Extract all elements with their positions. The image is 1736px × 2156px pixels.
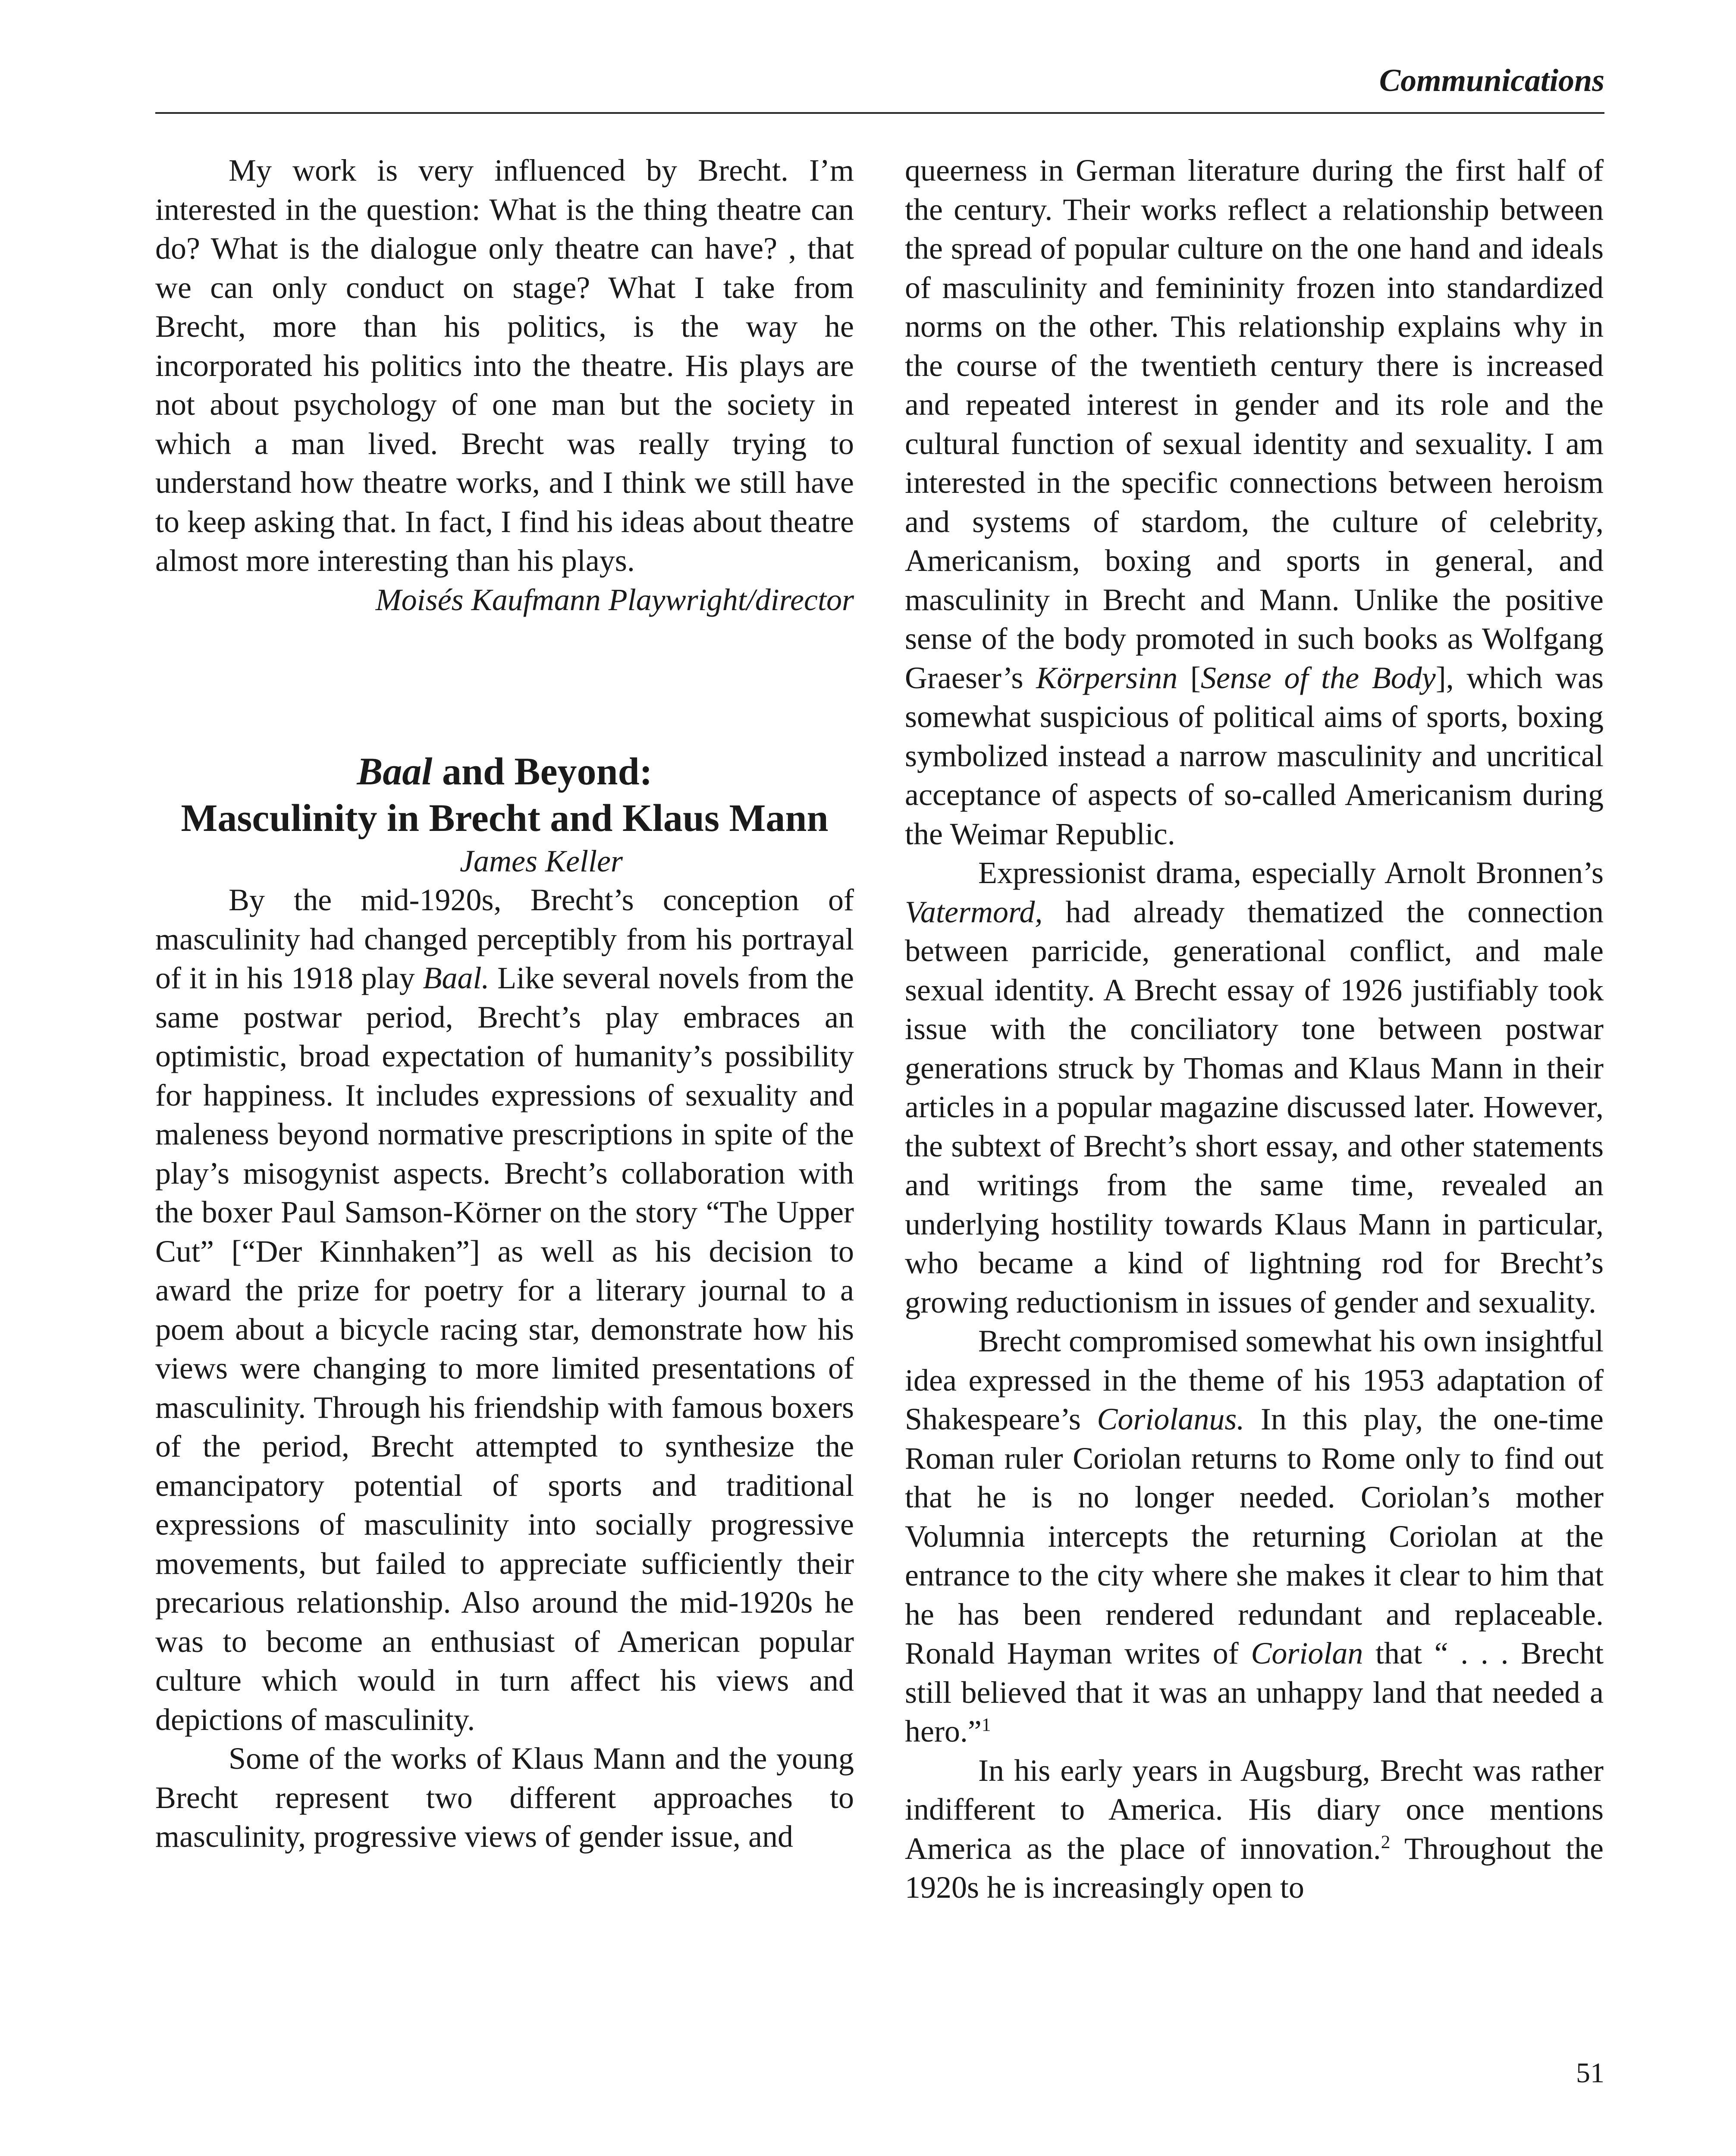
p5-text-b: In this play, the one-time Roman ruler Coriolan returns to Rome only to find out that he is no longer needed. Coriolan’s mother Volumnia intercepts the returning Coriolan at the entrance to the city where she makes it clear to him that he has been rendered redundant and replaceable. Ronald Hayman writes of [905, 1402, 1604, 1670]
p4-text-a: Expressionist drama, especially Arnolt Bronnen’s [978, 856, 1604, 890]
p5-text-a: Brecht compromised somewhat his own insightful idea expressed in the theme of his 1953 adaptation of Shakespeare’s [905, 1324, 1604, 1436]
p3-text-c: ], which was somewhat suspicious of political aims of sports, boxing symbolized instead a narrow masculinity and uncritical acceptance of aspects of so-called Americanism during the Weimar Republic. [905, 660, 1604, 851]
article-paragraph-3 [905, 151, 1604, 853]
p5-text-c: that “ . . . Brecht still believed that it was an unhappy land that needed a hero.” [905, 1636, 1604, 1749]
p4-text-b: had already thematized the connection between parricide, generational conflict, and male sexual identity. A Brecht essay of 1926 justifiably took issue with the conciliatory tone between postwar generations struck by Thomas and Klaus Mann in their articles in a popular magazine discussed later. However, the subtext of Brecht’s short essay, and other statements and writings from the same time, revealed an underlying hostility towards Klaus Mann in particular, who became a kind of lightning rod for Brecht’s growing reductionism in issues of gender and sexuality. [905, 894, 1604, 1319]
right-column [905, 151, 1604, 1907]
p3-italic-sense-of-body: Sense of the Body [1200, 660, 1436, 695]
p5-italic-coriolanus: Coriolanus. [1097, 1402, 1245, 1436]
left-column [155, 151, 854, 1856]
interview-paragraph: My work is very influenced by Brecht. I’m interested in the question: What is the thing theatre can do? What is the dialogue only theatre can have? , that we can only conduct on stage? What I take from Brecht, more than his politics, is the way he incorporated his politics into the theatre. His plays are not about psychology of one man but the society in which a man lived. Brecht was really trying to understand how theatre works, and I think we still have to keep asking that. In fact, I find his ideas about theatre almost more interesting than his plays. [155, 153, 854, 578]
footnote-ref-2[interactable]: 2 [1381, 1832, 1391, 1852]
p1-text-b: Like several novels from the same postwar period, Brecht’s play embraces an optimistic, broad expectation of humanity’s possibility for happiness. It includes expressions of sexuality and maleness beyond normative prescriptions in spite of the play’s misogynist aspects. Brecht’s collaboration with the boxer Paul Samson-Körner on the story “The Upper Cut” [“Der Kinnhaken”] as well as his decision to award the prize for poetry for a literary journal to a poem about a bicycle racing star, demonstrate how his views were changing to more limited presentations of masculinity. Through his friendship with famous boxers of the period, Brecht attempted to synthesize the emancipatory potential of sports and traditional expressions of masculinity into socially progressive movements, but failed to appreciate sufficiently their precarious relationship. Also around the mid-1920s he was to become an enthusiast of American popular culture which would in turn affect his views and depictions of masculinity. [155, 961, 854, 1737]
article-paragraph-5 [905, 1322, 1604, 1751]
article-title [155, 749, 854, 842]
p3-text-b: [ [1177, 660, 1201, 695]
p6-text-b: Throughout the 1920s he is increasingly open to [905, 1831, 1604, 1905]
header-rule [155, 112, 1604, 114]
footnote-ref-1[interactable]: 1 [981, 1715, 991, 1735]
interview-signature: Moisés Kaufmann Playwright/director [375, 582, 854, 617]
p6-text-a: In his early years in Augsburg, Brecht was rather indifferent to America. His diary once mentions America as the place of innovation. [905, 1753, 1604, 1866]
page-number: 51 [1576, 2057, 1604, 2089]
article-author: James Keller [460, 844, 623, 878]
p5-italic-coriolan: Coriolan [1251, 1636, 1363, 1670]
article-paragraph-2: Some of the works of Klaus Mann and the young Brecht represent two different approaches to masculinity, progressive views of gender issue, and [155, 1741, 854, 1854]
article-title-rest: and Beyond: [432, 750, 653, 793]
p1-italic-baal: Baal. [423, 961, 490, 995]
article-title-italic: Baal [357, 750, 433, 793]
p4-italic-vatermord: Vatermord, [905, 894, 1043, 929]
p1-text-a: By the mid-1920s, Brecht’s conception of masculinity had changed perceptibly from his portrayal of it in his 1918 play [155, 883, 854, 995]
article-paragraph-6 [905, 1751, 1604, 1907]
running-head: Communications [1379, 63, 1604, 98]
p3-italic-korpersinn: Körpersinn [1036, 660, 1178, 695]
article-subtitle: Masculinity in Brecht and Klaus Mann [181, 797, 829, 840]
p3-text-a: queerness in German literature during the first half of the century. Their works reflect a relationship between the spread of popular culture on the one hand and ideals of masculinity and femininity frozen into standardized norms on the other. This relationship explains why in the course of the twentieth century there is increased and repeated interest in gender and its role and the cultural function of sexual identity and sexuality. I am interested in the specific connections between heroism and systems of stardom, the culture of celebrity, Americanism, boxing and sports in general, and masculinity in Brecht and Mann. Unlike the positive sense of the body promoted in such books as Wolfgang Graeser’s [905, 153, 1604, 695]
article-paragraph-4 [905, 853, 1604, 1322]
article-paragraph-1 [155, 881, 854, 1739]
